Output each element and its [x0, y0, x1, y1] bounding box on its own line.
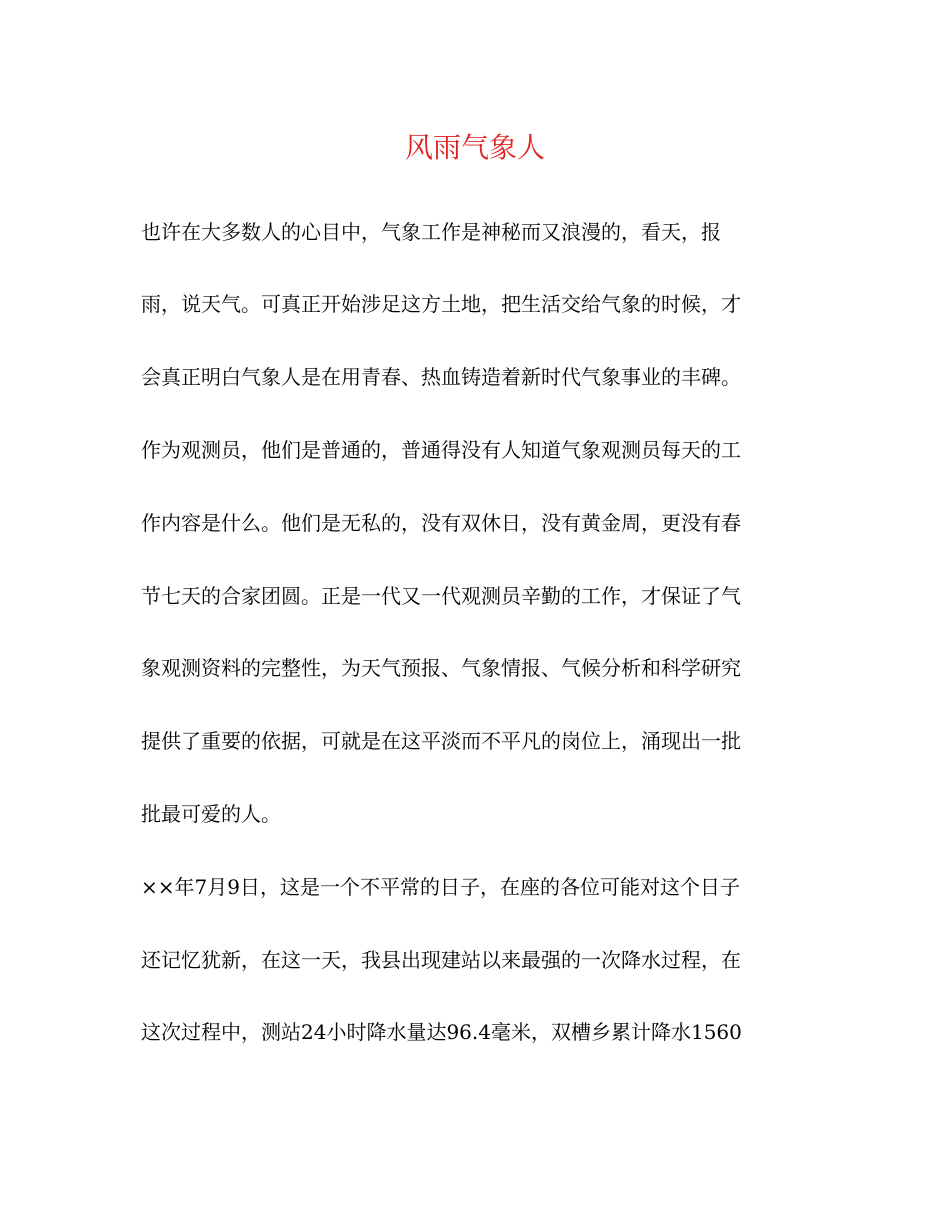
- text-line-8: 提供了重要的依据，可就是在这平淡而不平凡的岗位上，涌现出一批: [141, 729, 741, 753]
- text-line-5: 作内容是什么。他们是无私的，没有双休日，没有黄金周，更没有春: [141, 511, 741, 535]
- text-line-11: 还记忆犹新，在这一天，我县出现建站以来最强的一次降水过程，在: [141, 948, 741, 972]
- text-line-2: 雨，说天气。可真正开始涉足这方土地，把生活交给气象的时候，才: [141, 292, 741, 316]
- text-line-1: 也许在大多数人的心目中，气象工作是神秘而又浪漫的，看天，报: [141, 220, 721, 244]
- text-line-7: 象观测资料的完整性，为天气预报、气象情报、气候分析和科学研究: [141, 656, 741, 680]
- text-line-6: 节七天的合家团圆。正是一代又一代观测员辛勤的工作，才保证了气: [141, 584, 741, 608]
- text-line-4: 作为观测员，他们是普通的，普通得没有人知道气象观测员每天的工: [141, 438, 741, 462]
- page-title: 风雨气象人: [404, 131, 545, 164]
- text-line-3: 会真正明白气象人是在用青春、热血铸造着新时代气象事业的丰碑。: [141, 365, 741, 389]
- text-line-12: 这次过程中，测站24小时降水量达96.4毫米，双槽乡累计降水1560: [141, 1020, 742, 1044]
- text-line-9: 批最可爱的人。: [141, 802, 281, 826]
- text-line-10: ××年7月9日，这是一个不平常的日子，在座的各位可能对这个日子: [141, 875, 740, 899]
